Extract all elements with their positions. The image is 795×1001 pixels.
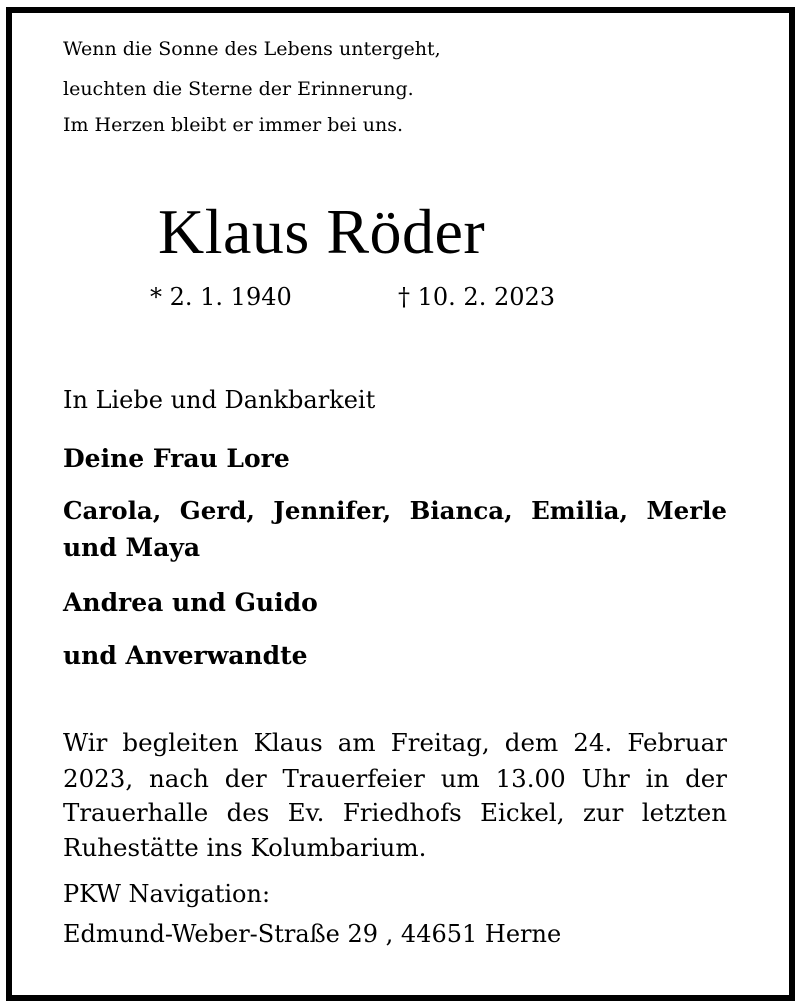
mourner-family-line-1: Carola, Gerd, Jennifer, Bianca, Emilia, Merle [63,496,727,525]
mourner-children: Andrea und Guido [63,588,318,617]
mourner-family-line-2: und Maya [63,533,201,562]
mourner-relatives: und Anverwandte [63,641,308,670]
mourner-wife: Deine Frau Lore [63,444,290,473]
ceremony-line-1: Wir begleiten Klaus am Freitag, dem 24. Februar [63,728,727,757]
poem-line-2: leuchten die Sterne der Erinnerung. [63,78,414,100]
deceased-name: Klaus Röder [158,196,486,267]
mourners-intro: In Liebe und Dankbarkeit [63,386,376,414]
poem-line-1: Wenn die Sonne des Lebens untergeht, [63,38,441,60]
poem-line-3: Im Herzen bleibt er immer bei uns. [63,114,404,136]
ceremony-line-3: Trauerhalle des Ev. Friedhofs Eickel, zur letzten [63,798,727,827]
navigation-address: Edmund-Weber-Straße 29 , 44651 Herne [63,920,562,948]
ceremony-line-4: Ruhestätte ins Kolumbarium. [63,833,427,862]
navigation-label: PKW Navigation: [63,880,271,908]
ceremony-line-2: 2023, nach der Trauerfeier um 13.00 Uhr in der [63,764,727,793]
birth-date: * 2. 1. 1940 [150,283,292,311]
death-date: † 10. 2. 2023 [398,283,556,311]
